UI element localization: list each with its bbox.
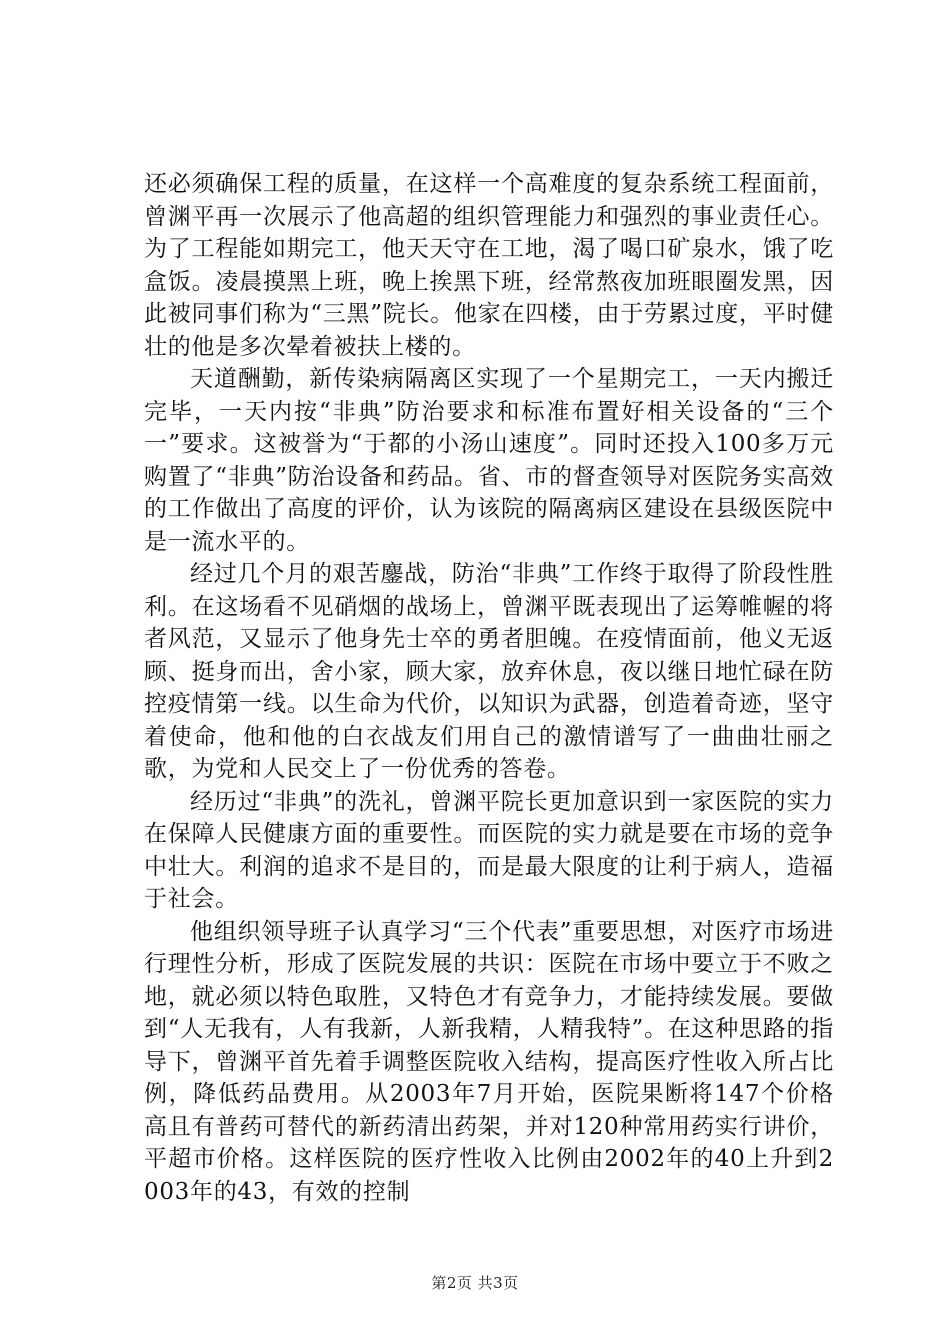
paragraph-5: 他组织领导班子认真学习“三个代表”重要思想，对医疗市场进行理性分析，形成了医院发展的共识：医院在市场中要立于不败之地，就必须以特色取胜，又特色才有竞争力，才能持续发展。要做到“人无我有，人有我新，人新我精，人精我特”。在这种思路的指导下，曾渊平首先着手调整医院收入结构，提高医疗性收入所占比例，降低药品费用。从2003年7月开始，医院果断将147个价格高且有普药可替代的新药清出药架，并对120种常用药实行讲价，平超市价格。这样医院的医疗性收入比例由2002年的40上升到2003年的43，有效的控制 xyxy=(144,918,834,1205)
page-number-footer: 第2页 共3页 xyxy=(431,1274,519,1292)
paragraph-4: 经历过“非典”的洗礼，曾渊平院长更加意识到一家医院的实力在保障人民健康方面的重要性。而医院的实力就是要在市场的竞争中壮大。利润的追求不是目的，而是最大限度的让利于病人，造福于社会。 xyxy=(144,788,834,912)
document-body xyxy=(144,168,834,1208)
paragraph-3: 经过几个月的艰苦鏖战，防治“非典”工作终于取得了阶段性胜利。在这场看不见硝烟的战场上，曾渊平既表现出了运筹帷幄的将者风范，又显示了他身先士卒的勇者胆魄。在疫情面前，他义无返顾、挺身而出，舍小家，顾大家，放弃休息，夜以继日地忙碌在防控疫情第一线。以生命为代价，以知识为武器，创造着奇迹，坚守着使命，他和他的白衣战友们用自己的激情谱写了一曲曲壮丽之歌，为党和人民交上了一份优秀的答卷。 xyxy=(144,561,834,782)
paragraph-1: 还必须确保工程的质量，在这样一个高难度的复杂系统工程面前，曾渊平再一次展示了他高超的组织管理能力和强烈的事业责任心。为了工程能如期完工，他天天守在工地，渴了喝口矿泉水，饿了吃盒饭。凌晨摸黑上班，晚上挨黑下班，经常熬夜加班眼圈发黑，因此被同事们称为“三黑”院长。他家在四楼，由于劳累过度，平时健壮的他是多次晕着被扶上楼的。 xyxy=(144,171,834,360)
paragraph-2: 天道酬勤，新传染病隔离区实现了一个星期完工，一天内搬迁完毕，一天内按“非典”防治要求和标准布置好相关设备的“三个一”要求。这被誉为“于都的小汤山速度”。同时还投入100多万元购置了“非典”防治设备和药品。省、市的督查领导对医院务实高效的工作做出了高度的评价，认为该院的隔离病区建设在县级医院中是一流水平的。 xyxy=(144,366,834,555)
